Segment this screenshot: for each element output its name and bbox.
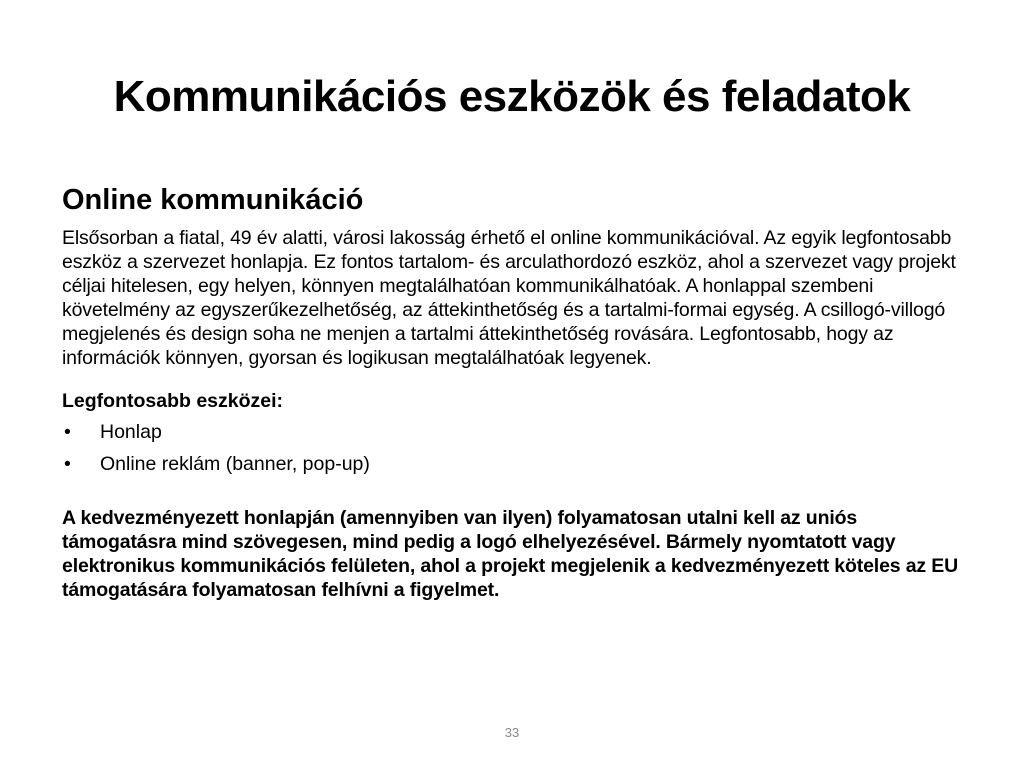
list-item-label: Honlap: [100, 421, 162, 443]
list-item-label: Online reklám (banner, pop-up): [100, 453, 370, 475]
section-heading: Online kommunikáció: [62, 184, 364, 216]
notice-paragraph: A kedvezményezett honlapján (amennyiben van ilyen) folyamatosan utalni kell az uniós támogatásra mind szövegesen, mind pedig a logó elhelyezésével. Bármely nyomtatott vagy elektronikus kommunikációs felületen, ahol a projekt megjelenik a kedvezményezett köteles az EU támogatására folyamatosan felhívni a figyelmet.: [62, 507, 959, 601]
slide-content: [62, 182, 962, 602]
tools-heading: Legfontosabb eszközei:: [62, 390, 284, 412]
bullet-icon: •: [64, 453, 71, 475]
slide-title: Kommunikációs eszközök és feladatok: [113, 72, 911, 121]
list-item: [62, 452, 962, 476]
list-item: [62, 420, 962, 444]
bullet-icon: •: [64, 421, 71, 443]
tools-list: [62, 420, 962, 476]
body-paragraph: Elsősorban a fiatal, 49 év alatti, városi lakosság érhető el online kommunikációval. Az egyik legfontosabb eszköz a szervezet honlapja. Ez fontos tartalom- és arculathordozó eszköz, ahol a szervezet vagy projekt céljai hitelesen, egy helyen, könnyen megtalálhatóan kommunikálhatóak. A honlappal szembeni követelmény az egyszerűkezelhetőség, az áttekinthetőség és a tartalmi-formai egység. A csillogó-villogó megjelenés és design soha ne menjen a tartalmi áttekinthetőség rovására. Legfontosabb, hogy az információk könnyen, gyorsan és logikusan megtalálhatóak legyenek.: [62, 227, 956, 369]
page-number: 33: [504, 725, 520, 740]
